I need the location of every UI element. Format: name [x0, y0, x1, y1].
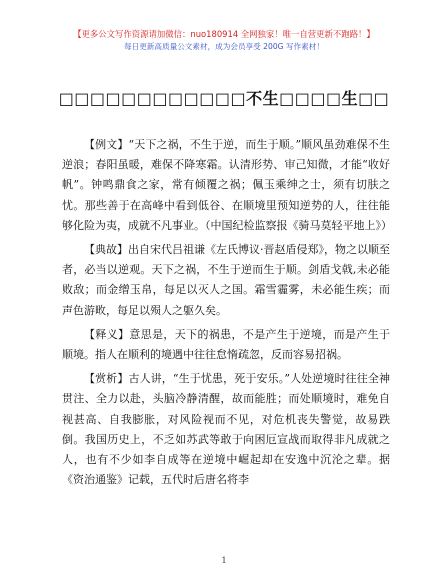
- document-body: [62, 135, 390, 494]
- paragraph-interpretation: 【释义】意思是，天下的祸患，不是产生于逆境，而是产生于顺境。指人在顺利的境遇中往往怠惰疏忽，反而容易招祸。: [62, 327, 390, 362]
- paragraph-example: 【例文】“天下之祸，不生于逆，而生于顺。”顺风虽劲难保不生逆浪；春阳虽暖，难保不降寒霜。认清形势、审己知微，才能“收好帆”。钟鸣鼎食之家，常有倾覆之祸；佩玉乘绅之士，须有切肤之忧。那些善于在高峰中看到低谷、在顺境里预知逆势的人，往往能够化险为夷，成就不凡事业。（中国纪检监察报《骑马莫轻平地上》）: [62, 138, 392, 232]
- banner-promo-line: 【更多公文写作资源请加微信：nuo180914 全网独家！唯一自营更新不跑路！】: [73, 29, 375, 39]
- header-banner: [0, 28, 448, 52]
- paragraph-allusion: 【典故】出自宋代吕祖谦《左氏博议·晋赵盾侵郑》，物之以顺至者，必当以逆观。天下之祸，不生于逆而生于顺。剑盾戈戟,未必能败敌；而金缯玉帛，每足以灭人之国。霜雪霾雾，未必能生疾；而声色游畋，每足以殒人之躯久矣。: [62, 243, 390, 317]
- document-title: □□□□□□□□□□□□不生□□□□生□□: [58, 89, 390, 108]
- banner-subtitle-line: 每日更新高质量公文素材，成为会员享受 200G 写作素材！: [124, 42, 324, 51]
- page-number: 1: [221, 556, 227, 565]
- paragraph-appreciation: 【赏析】古人讲，“生于忧患，死于安乐。”人处逆境时往往全神贯注、全力以赴，头脑冷静清醒，故而能胜；而处顺境时，难免自视甚高、自我膨胀，对风险视而不见，对危机丧失警觉，故易跌倒。我国历史上，不乏如苏武等敢于向困厄宣战而取得非凡成就之人，也有不少如李自成等在逆境中崛起却在安逸中沉沦之辈。据《资治通鉴》记载，五代时后唐名将李: [62, 372, 390, 487]
